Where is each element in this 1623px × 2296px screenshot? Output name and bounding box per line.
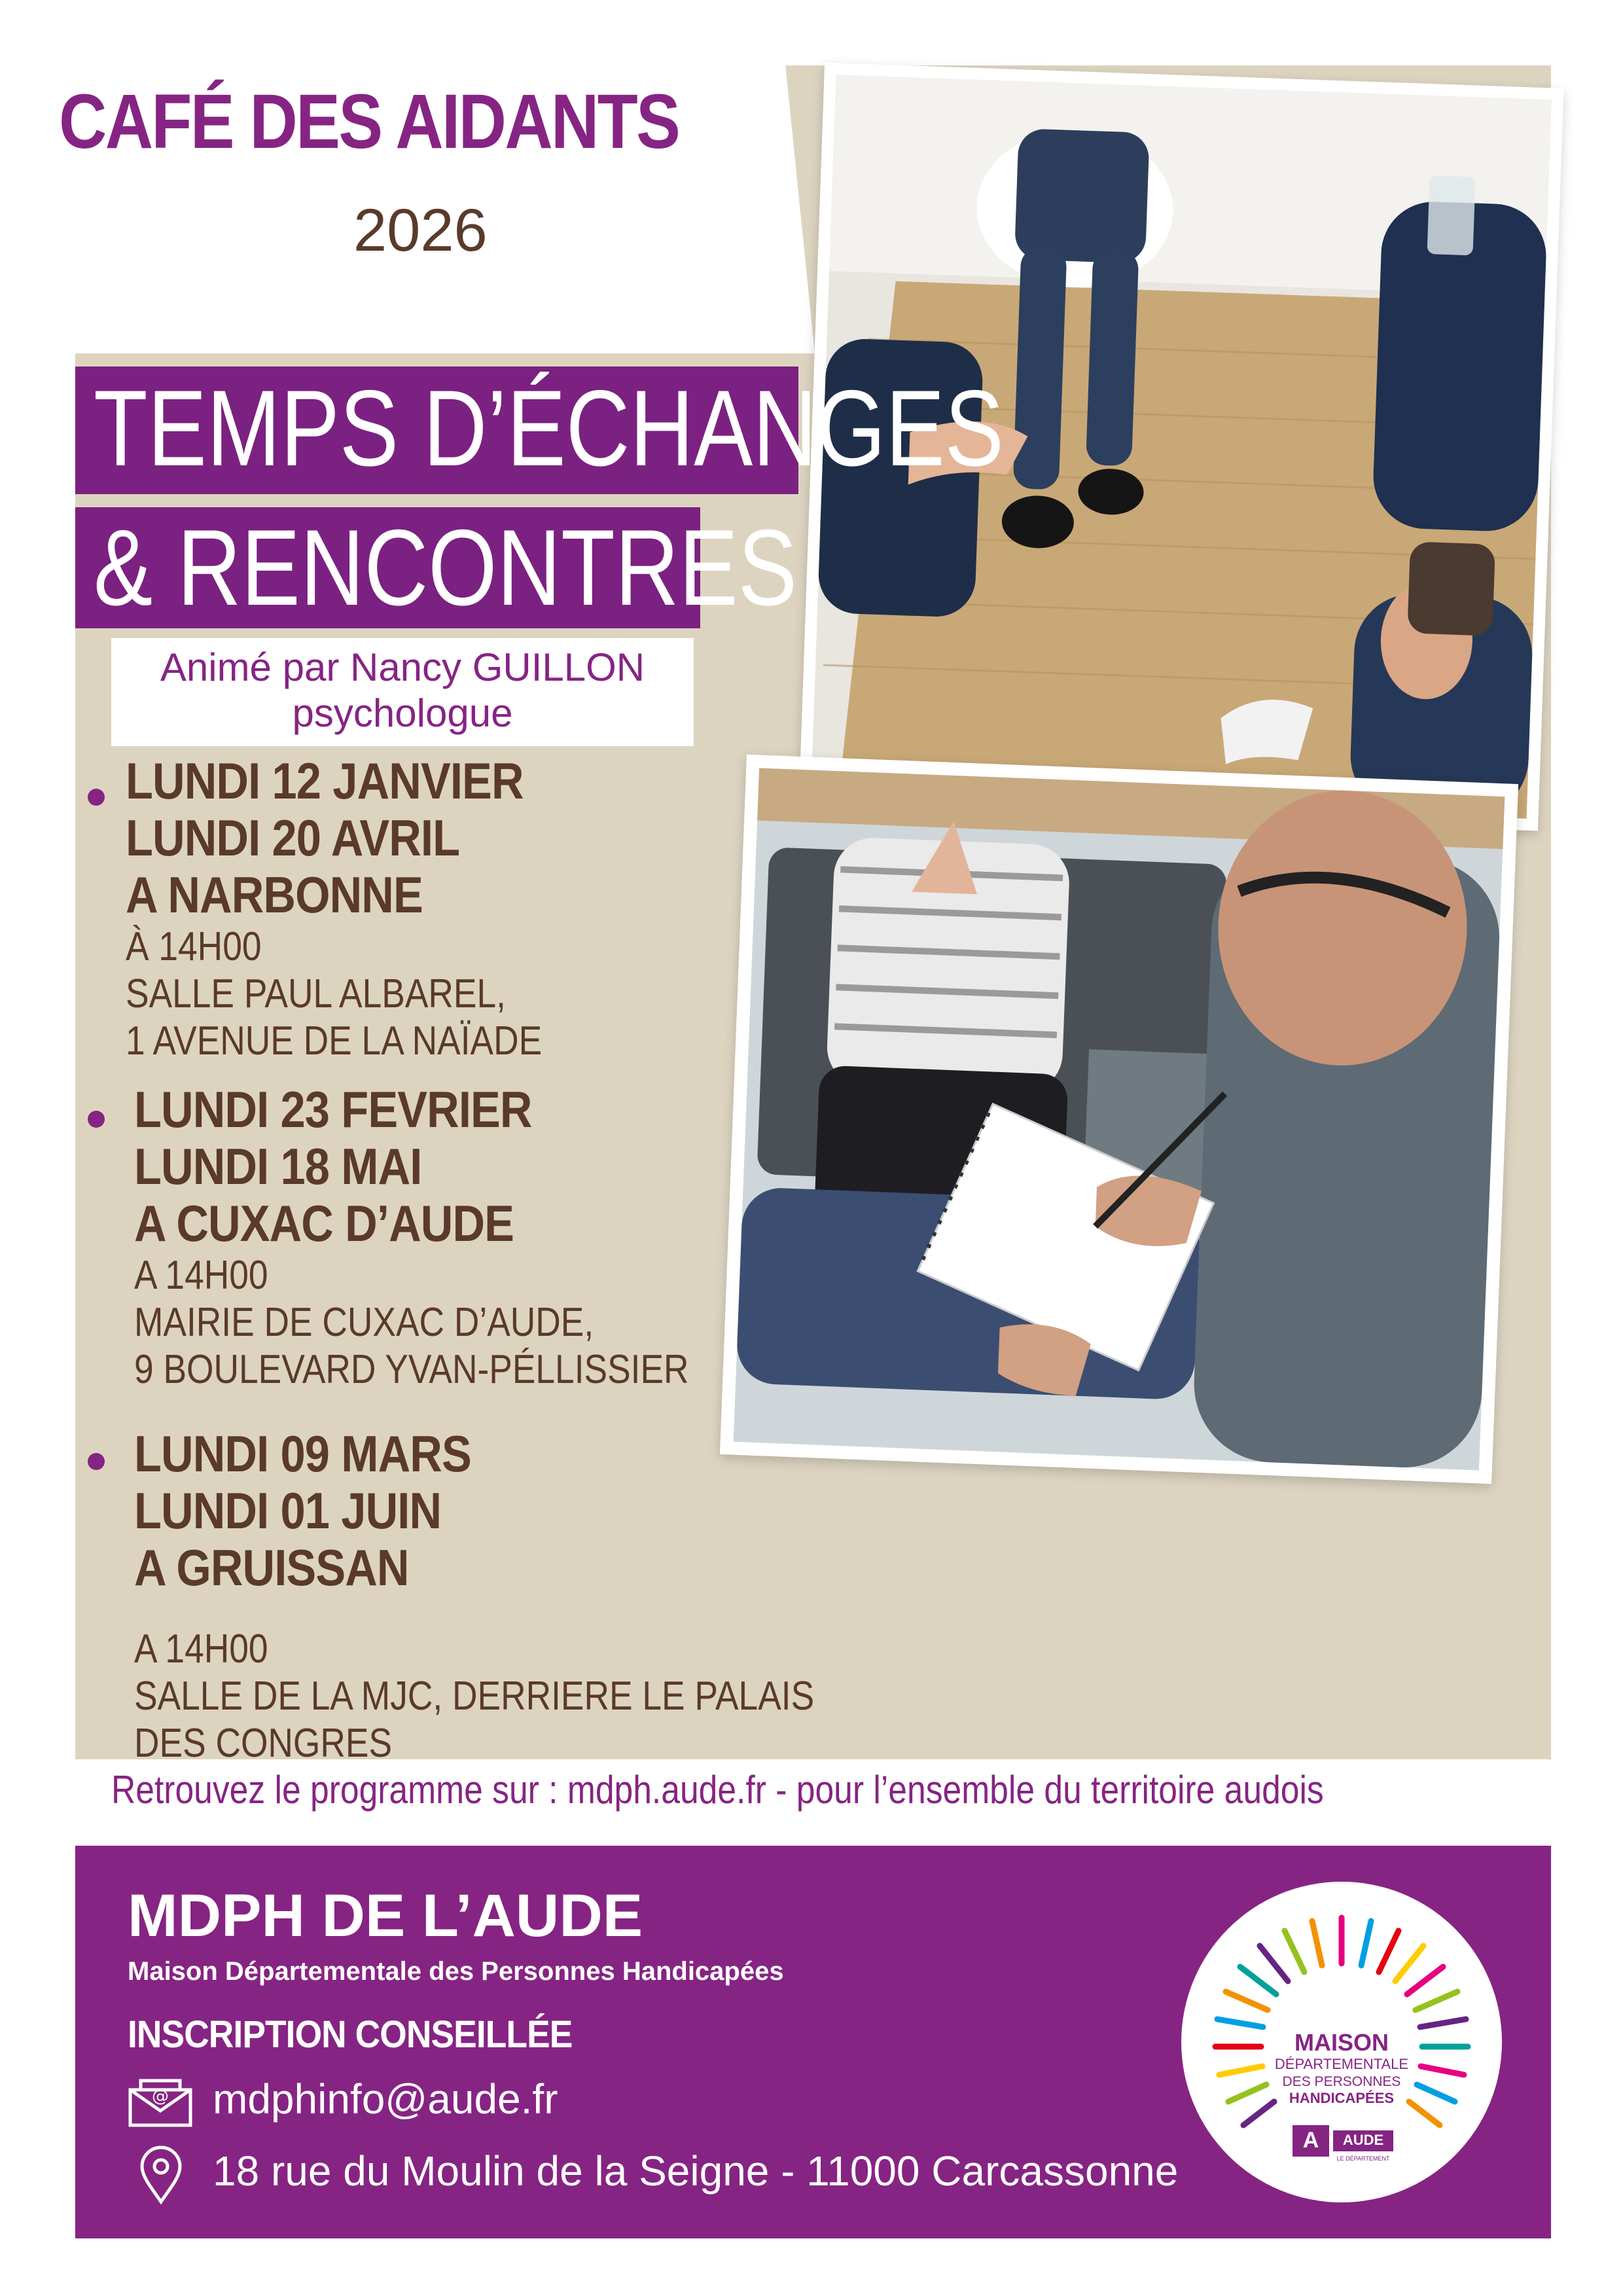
animator-box xyxy=(111,638,694,746)
logo-line-2: DÉPARTEMENTALE xyxy=(1274,2056,1409,2072)
email-icon xyxy=(128,2078,193,2128)
session-venue-2: DES CONGRES xyxy=(134,1721,393,1766)
photo-therapist-session xyxy=(720,755,1518,1484)
footer xyxy=(75,1846,1551,2238)
page-title: CAFÉ DES AIDANTS xyxy=(59,79,679,165)
animator-role: psychologue xyxy=(292,691,513,735)
logo-badge-sub: LE DÉPARTEMENT xyxy=(1336,2155,1390,2162)
session-date-1: LUNDI 23 FEVRIER xyxy=(134,1081,532,1138)
org-name: MDPH DE L’AUDE xyxy=(128,1882,643,1949)
bullet-icon xyxy=(88,789,105,806)
inscription-note: INSCRIPTION CONSEILLÉE xyxy=(128,2013,573,2056)
website-line: Retrouvez le programme sur : mdph.aude.fr - pour l’ensemble du territoire audois xyxy=(111,1768,1324,1812)
session-venue-2: 1 AVENUE DE LA NAÏADE xyxy=(126,1018,543,1064)
year: 2026 xyxy=(353,197,488,264)
session-photo-illustration xyxy=(720,755,1518,1484)
session-venue-2: 9 BOULEVARD YVAN-PÉLLISSIER xyxy=(134,1347,689,1392)
session-place: A GRUISSAN xyxy=(134,1539,409,1596)
banner-line-1: TEMPS D’ÉCHANGES xyxy=(75,367,798,494)
session-date-2: LUNDI 20 AVRIL xyxy=(126,809,460,867)
session-place: A NARBONNE xyxy=(126,866,423,924)
session-venue-1: MAIRIE DE CUXAC D’AUDE, xyxy=(134,1300,594,1345)
session-date-2: LUNDI 18 MAI xyxy=(134,1138,422,1195)
mdph-logo xyxy=(1181,1882,1502,2202)
email-link[interactable]: mdphinfo@aude.fr xyxy=(213,2075,558,2123)
logo-line-3: DES PERSONNES xyxy=(1282,2074,1401,2089)
logo-line-4: HANDICAPÉES xyxy=(1289,2090,1395,2106)
session-time: A 14H00 xyxy=(134,1626,268,1672)
session-venue-1: SALLE DE LA MJC, DERRIERE LE PALAIS xyxy=(134,1674,815,1719)
session-time: À 14H00 xyxy=(126,924,262,969)
banner-line-2: & RENCONTRES xyxy=(75,507,700,628)
bullet-icon xyxy=(88,1453,105,1470)
logo-badge-text: AUDE xyxy=(1342,2132,1384,2148)
location-pin-icon xyxy=(138,2145,184,2204)
svg-text:@: @ xyxy=(152,2087,169,2106)
session-cuxac xyxy=(134,1081,779,1393)
address: 18 rue du Moulin de la Seigne - 11000 Carcassonne xyxy=(213,2147,1179,2195)
session-date-1: LUNDI 09 MARS xyxy=(134,1425,471,1482)
svg-text:A: A xyxy=(1302,2128,1319,2153)
session-place: A CUXAC D’AUDE xyxy=(134,1194,514,1252)
animator-name: Animé par Nancy GUILLON xyxy=(160,645,645,689)
session-time: A 14H00 xyxy=(134,1253,268,1298)
mdph-logo-graphic xyxy=(1181,1882,1502,2202)
session-narbonne xyxy=(126,753,610,1065)
logo-line-1: MAISON xyxy=(1294,2029,1389,2056)
org-full-name: Maison Départementale des Personnes Handicapées xyxy=(128,1957,784,1986)
session-date-2: LUNDI 01 JUIN xyxy=(134,1482,442,1539)
bullet-icon xyxy=(88,1111,105,1128)
session-venue-1: SALLE PAUL ALBAREL, xyxy=(126,971,506,1016)
title-panel xyxy=(0,0,815,353)
session-gruissan xyxy=(134,1426,925,1767)
session-date-1: LUNDI 12 JANVIER xyxy=(126,752,524,810)
